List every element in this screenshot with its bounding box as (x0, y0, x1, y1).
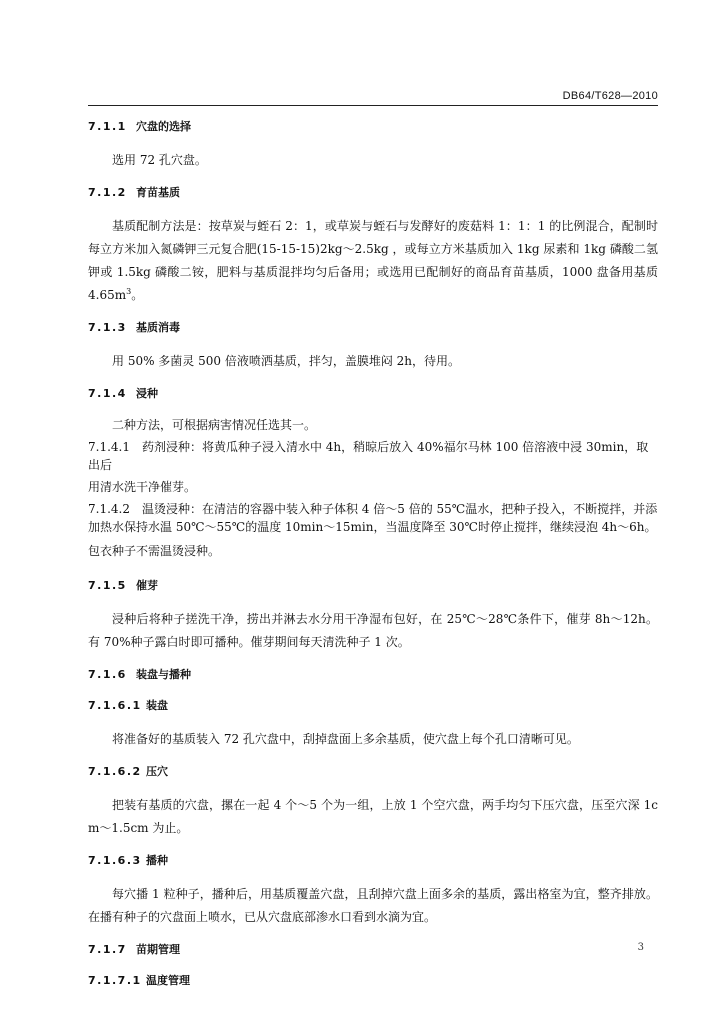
section-paragraph (88, 215, 658, 307)
paragraph-text-tail: 。 (131, 288, 144, 302)
section-paragraph: 选用 72 孔穴盘。 (112, 153, 207, 167)
clause-paragraph: 7.1.4.2 温烫浸种：在清洁的容器中装入种子体积 4 倍～5 倍的 55℃温水，把种子投入，不断搅拌，并添加热水保持水温 50℃～55℃的温度 10min～15min，当温度降至 30℃时停止搅拌，继续浸泡 4h～6h。 (88, 502, 658, 534)
section-heading (88, 319, 658, 337)
section-title: 装盘 (146, 699, 168, 712)
section-title: 温度管理 (146, 974, 190, 987)
section-paragraph: 将准备好的基质装入 72 孔穴盘中，刮掉盘面上多余基质，使穴盘上每个孔口清晰可见。 (112, 732, 579, 746)
clause-paragraph-continued: 用清水洗干净催芽。 (88, 480, 197, 494)
paragraph-text: 基质配制方法是：按草炭与蛭石 2：1，或草炭与蛭石与发酵好的废菇料 1：1：1 的比例混合，配制时每立方米加入氮磷钾三元复合肥(15-15-15)2kg～2.5kg ，或每立方米基质加入 1kg 尿素和 1kg 磷酸二氢钾或 1.5kg 磷酸二铵，肥料与基质混拌均匀后备用；或选用已配制好的商品育苗基质，1000 盘备用基质 4.65m (88, 219, 658, 302)
subsection-heading (88, 697, 658, 715)
section-number: 7.1.6.3 (88, 854, 142, 867)
section-number: 7.1.1 (88, 120, 127, 133)
section-number: 7.1.6.1 (88, 699, 142, 712)
section-paragraph: 把装有基质的穴盘，摞在一起 4 个～5 个为一组，上放 1 个空穴盘，两手均匀下压穴盘，压至穴深 1cm～1.5cm 为止。 (88, 798, 658, 835)
section-title: 装盘与播种 (136, 668, 191, 681)
section-title: 压穴 (146, 765, 168, 778)
section-heading (88, 118, 658, 136)
superscript: 3 (126, 287, 132, 296)
section-title: 育苗基质 (136, 186, 180, 199)
section-paragraph: 每穴播 1 粒种子，播种后，用基质覆盖穴盘，且刮掉穴盘上面多余的基质，露出格室为宜，整齐排放。在播有种子的穴盘面上喷水，已从穴盘底部渗水口看到水滴为宜。 (88, 887, 658, 924)
section-number: 7.1.6.2 (88, 765, 142, 778)
clause-paragraph: 包衣种子不需温烫浸种。 (88, 544, 221, 558)
section-number: 7.1.7.1 (88, 974, 142, 987)
section-number: 7.1.3 (88, 321, 127, 334)
section-number: 7.1.4 (88, 387, 127, 400)
section-title: 播种 (146, 854, 168, 867)
section-paragraph: 浸种后将种子搓洗干净，捞出并淋去水分用干净湿布包好，在 25℃～28℃条件下，催芽 8h～12h。有 70%种子露白时即可播种。催芽期间每天清洗种子 1 次。 (88, 612, 658, 649)
section-title: 穴盘的选择 (136, 120, 191, 133)
section-title: 催芽 (136, 579, 158, 592)
section-heading (88, 577, 658, 595)
subsection-heading (88, 972, 658, 990)
section-number: 7.1.5 (88, 579, 127, 592)
subsection-heading (88, 852, 658, 870)
section-paragraph: 用 50% 多菌灵 500 倍液喷洒基质，拌匀，盖膜堆闷 2h，待用。 (112, 354, 461, 368)
section-title: 基质消毒 (136, 321, 180, 334)
document-body (88, 118, 658, 1003)
section-heading (88, 385, 658, 403)
section-heading (88, 666, 658, 684)
header-rule (88, 105, 658, 106)
page-number: 3 (637, 942, 644, 953)
section-number: 7.1.6 (88, 668, 127, 681)
section-heading (88, 941, 658, 959)
clause-paragraph: 7.1.4.1 药剂浸种：将黄瓜种子浸入清水中 4h，稍晾后放入 40%福尔马林 100 倍溶液中浸 30min，取出后 (88, 440, 649, 472)
section-number: 7.1.7 (88, 943, 127, 956)
section-paragraph: 二种方法，可根据病害情况任选其一。 (112, 418, 317, 432)
section-number: 7.1.2 (88, 186, 127, 199)
subsection-heading (88, 763, 658, 781)
section-title: 苗期管理 (136, 943, 180, 956)
section-title: 浸种 (136, 387, 158, 400)
standard-code: DB64/T628—2010 (562, 90, 658, 102)
section-heading (88, 184, 658, 202)
